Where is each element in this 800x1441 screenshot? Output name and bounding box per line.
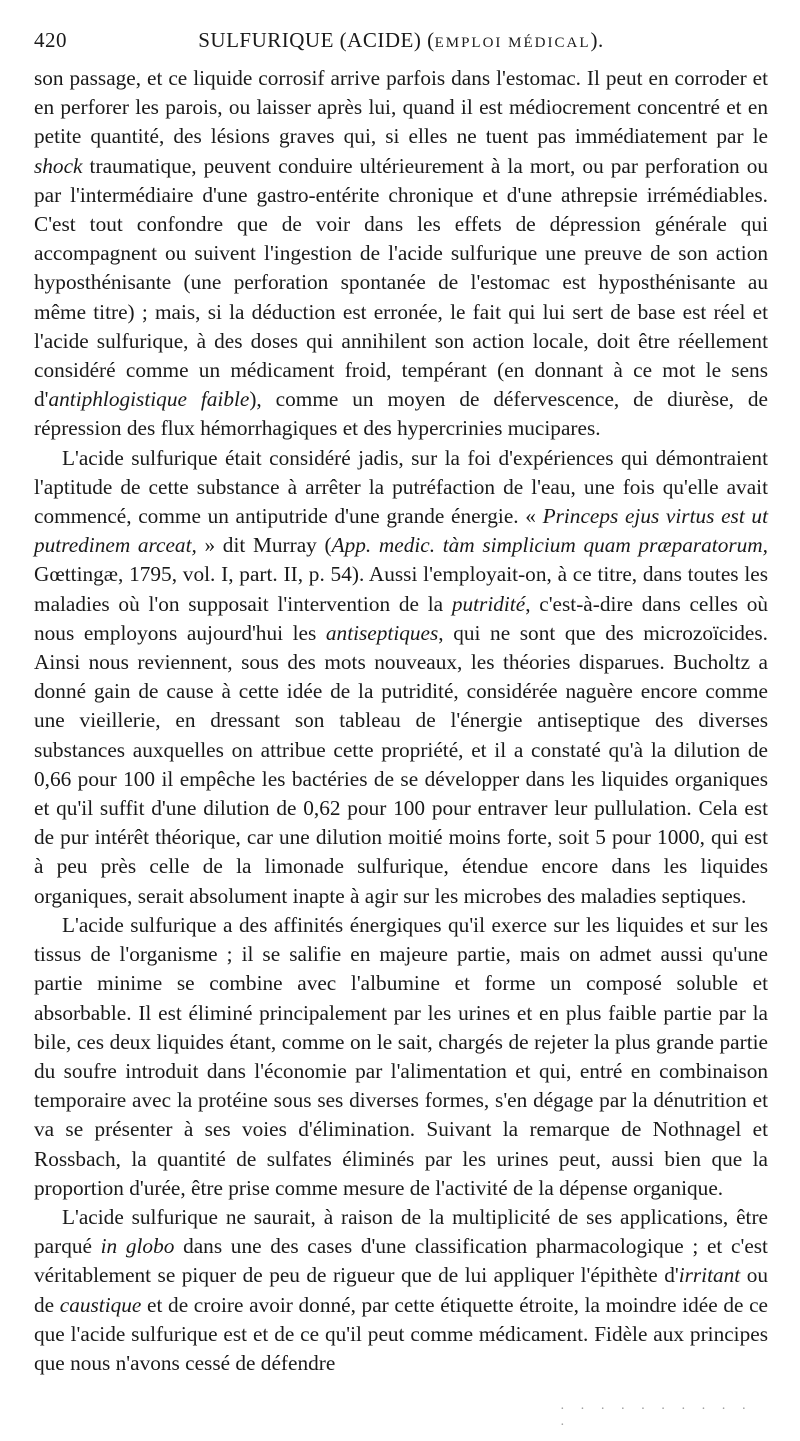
italic-text: putridité [451, 591, 526, 616]
italic-text: irritant [678, 1263, 741, 1288]
italic-text: antiseptiques [325, 620, 439, 645]
text-run: Gœttingæ, 1795, vol. I, part. II, p. 54). Aussi l'employait-on, à ce titre, dans toutes les maladies où l'on supposait l'intervention de la [34, 562, 768, 616]
running-title-end: ). [590, 28, 604, 52]
text-run: et de croire avoir donné, par cette étiquette étroite, la moindre idée de ce que l'acide sulfurique est et de ce qu'il peut comme médicament. Fidèle aux principes que nous n'avons cessé de défendre [34, 1292, 768, 1375]
italic-text: shock [34, 153, 83, 178]
text-run: , c'est-à-dire dans celles où nous employons aujourd'hui les [34, 591, 768, 645]
paragraph [34, 444, 768, 911]
document-page [34, 28, 768, 1378]
text-run: L'acide sulfurique était considéré jadis, sur la foi d'expériences qui démontraient l'aptitude de cette substance à arrêter la putréfaction de l'eau, une fois qu'elle avait commencé, comme un antiputride d'une grande énergie. « [34, 445, 768, 529]
running-title-main: SULFURIQUE (ACIDE) ( [198, 28, 435, 52]
text-run: L'acide sulfurique a des affinités énergiques qu'il exerce sur les liquides et sur les tissus de l'organisme ; il se salifie en majeure partie, mais on admet aussi qu'une partie minime se combine avec l'albumine et forme un composé soluble et absorbable. Il est éliminé principalement par les urines et en plus faible partie par la bile, ces deux liquides étant, comme on le sait, chargés de rejeter la plus grande partie du soufre introduit dans l'économie par l'alimentation et qui, entré en combinaison temporaire avec la protéine sous ses diverses formes, s'en dégage par la dénutrition et va se présenter à ses voies d'élimination. Suivant la remarque de Nothnagel et Rossbach, la quantité de sulfates éliminés par les urines peut, aussi bien que la proportion d'urée, être prise comme mesure de l'activité de la dépense organique. [34, 912, 768, 1200]
running-title-subtitle: EMPLOI MÉDICAL [434, 35, 591, 51]
text-run: ), comme un moyen de défervescence, de diurèse, de répression des flux hémorrhagiques et des hypercrinies mucipares. [34, 387, 768, 441]
page-number: 420 [34, 28, 67, 52]
italic-text: caustique [59, 1292, 142, 1317]
text-run: dans une des cases d'une classification pharmacologique ; et c'est véritablement se piquer de peu de rigueur que de lui appliquer l'épithète d' [34, 1234, 768, 1288]
paragraph [34, 911, 768, 1203]
text-run: ou de [34, 1263, 768, 1317]
text-run: » dit Murray ( [196, 533, 332, 558]
paragraph [34, 1203, 768, 1378]
text-run: L'acide sulfurique ne saurait, à raison de la multiplicité de ses applications, être parqué [34, 1204, 768, 1259]
paragraph [34, 64, 768, 444]
page-bottom-noise: · · · · · · · · · · · [560, 1402, 753, 1433]
text-run: , qui ne sont que des microzoïcides. Ainsi nous reviennent, sous des mots nouveaux, les théories disparues. Bucholtz a donné gain de cause à cette idée de la putridité, considérée naguère encore comme une vieillerie, en dressant son tableau de l'énergie antiseptique des diverses substances auxquelles on attribue cette propriété, et il a constaté qu'à la dilution de 0,66 pour 100 il empêche les bactéries de se développer dans les liquides organiques et qu'il suffit d'une dilution de 0,62 pour 100 pour entraver leur pullulation. Cela est de pur intérêt théorique, car une dilution moitié moins forte, soit 5 pour 1000, qui est à peu près celle de la limonade sulfurique, étendue encore dans les liquides organiques, serait absolument inapte à agir sur les microbes des maladies septiques. [34, 620, 768, 908]
body-text [34, 64, 768, 1378]
italic-text: Princeps ejus virtus est ut putredinem arceat, [34, 504, 768, 558]
text-run: son passage, et ce liquide corrosif arrive parfois dans l'estomac. Il peut en corroder et en perforer les parois, ou laisser après lui, quand il est médiocrement concentré et en petite quantité, des lésions graves qui, si elles ne tuent pas immédiatement par le [34, 66, 768, 149]
text-run: traumatique, peuvent conduire ultérieurement à la mort, ou par perforation ou par l'intermédiaire d'une gastro-entérite chronique et d'une athrepsie irrémédiables. C'est tout confondre que de voir dans les effets de dépression générale qui accompagnent ou suivent l'ingestion de l'acide sulfurique une preuve de son action hyposthénisante (une perforation spontanée de l'estomac est hyposthénisante au même titre) ; mais, si la déduction est erronée, le fait qui lui sert de base est réel et l'acide sulfurique, à des doses qui annihilent son action locale, doit être réellement considéré comme un médicament froid, tempérant (en donnant à ce mot le sens d' [34, 153, 768, 412]
running-header [34, 28, 768, 64]
italic-text: App. medic. tàm simplicium quam præparatorum, [331, 533, 769, 558]
italic-text: in globo [100, 1234, 175, 1259]
running-title [94, 28, 768, 53]
italic-text: antiphlogistique faible [48, 387, 250, 412]
